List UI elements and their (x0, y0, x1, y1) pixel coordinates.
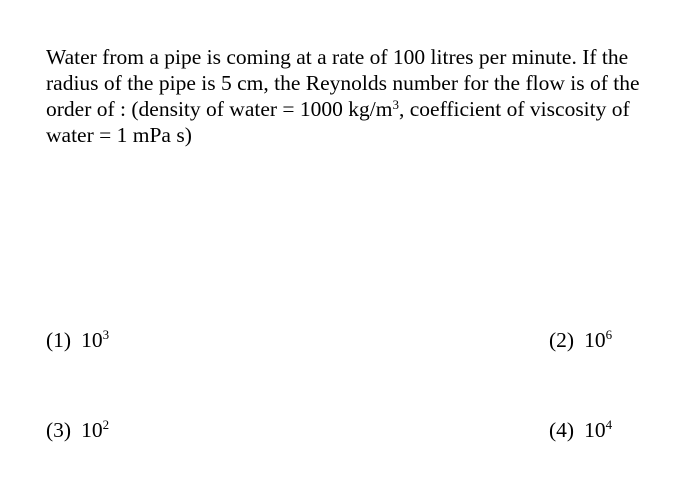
option-3-number: (3) (46, 418, 72, 442)
option-1-number: (1) (46, 328, 72, 352)
question-text-part1: Water from a pipe is coming at a rate of 100 litres per minute. If the radius of the pipe is 5 cm, the Reynolds number for the flow is of the order of : (density of water = 1000 kg/m (46, 45, 640, 121)
question-text (46, 44, 646, 148)
option-1-base: 10 (81, 328, 103, 352)
question-text-part2: , coefficient of viscosity of water = 1 mPa s) (46, 97, 630, 147)
option-1[interactable] (46, 327, 109, 353)
option-2-exponent: 6 (605, 327, 613, 343)
option-2[interactable] (549, 327, 612, 353)
option-3[interactable] (46, 417, 109, 443)
option-3-exponent: 2 (102, 417, 110, 433)
question-unit-exponent: 3 (392, 96, 399, 112)
option-4-base: 10 (584, 418, 606, 442)
option-2-base: 10 (584, 328, 606, 352)
option-1-exponent: 3 (102, 327, 110, 343)
option-4-exponent: 4 (605, 417, 613, 433)
option-4-number: (4) (549, 418, 575, 442)
option-3-base: 10 (81, 418, 103, 442)
option-2-number: (2) (549, 328, 575, 352)
option-4[interactable] (549, 417, 612, 443)
